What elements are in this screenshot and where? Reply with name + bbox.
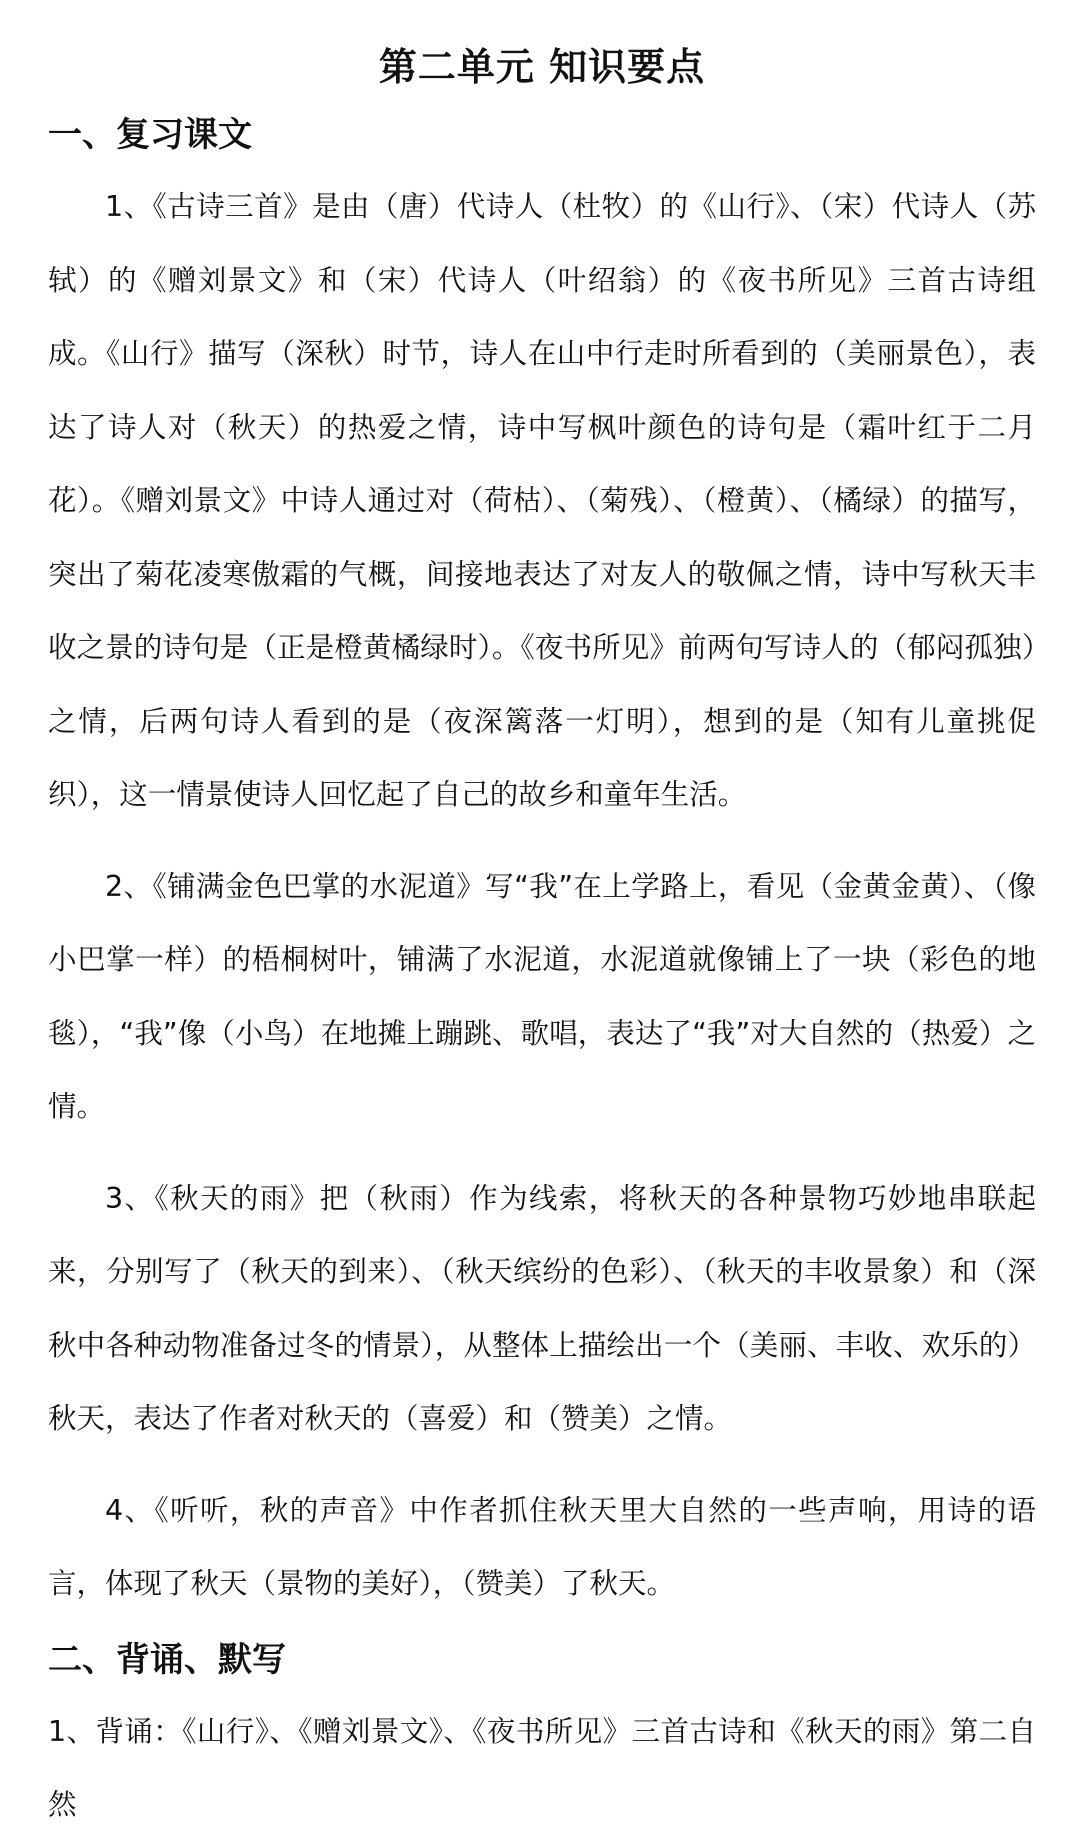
paragraph-listen-autumn-sound: 4、《听听，秋的声音》中作者抓住秋天里大自然的一些声响，用诗的语言，体现了秋天（景物的美好），（赞美）了秋天。 xyxy=(48,1493,1036,1600)
section-heading-review-texts: 一、复习课文 xyxy=(48,115,252,155)
document-title: 第二单元 知识要点 xyxy=(378,45,706,89)
paragraph-autumn-rain: 3、《秋天的雨》把（秋雨）作为线索，将秋天的各种景物巧妙地串联起来，分别写了（秋天的到来）、（秋天缤纷的色彩）、（秋天的丰收景象）和（深秋中各种动物准备过冬的情景），从整体上描绘出一个（美丽、丰收、欢乐的）秋天，表达了作者对秋天的（喜爱）和（赞美）之情。 xyxy=(48,1181,1036,1435)
paragraph-recite-list: 1、背诵：《山行》、《赠刘景文》、《夜书所见》三首古诗和《秋天的雨》第二自然 xyxy=(48,1714,1036,1821)
paragraph-ancient-poems: 1、《古诗三首》是由（唐）代诗人（杜牧）的《山行》、（宋）代诗人（苏轼）的《赠刘景文》和（宋）代诗人（叶绍翁）的《夜书所见》三首古诗组成。《山行》描写（深秋）时节，诗人在山中行走时所看到的（美丽景色），表达了诗人对（秋天）的热爱之情，诗中写枫叶颜色的诗句是（霜叶红于二月花）。《赠刘景文》中诗人通过对（荷枯）、（菊残）、（橙黄）、（橘绿）的描写，突出了菊花凌寒傲霜的气概，间接地表达了对友人的敬佩之情，诗中写秋天丰收之景的诗句是（正是橙黄橘绿时）。《夜书所见》前两句写诗人的（郁闷孤独）之情，后两句诗人看到的是（夜深篱落一灯明），想到的是（知有儿童挑促织），这一情景使诗人回忆起了自己的故乡和童年生活。 xyxy=(48,190,1036,811)
section-heading-recite-dictation: 二、背诵、默写 xyxy=(48,1639,286,1680)
paragraph-golden-palm-road: 2、《铺满金色巴掌的水泥道》写“我”在上学路上，看见（金黄金黄）、（像小巴掌一样）的梧桐树叶，铺满了水泥道，水泥道就像铺上了一块（彩色的地毯），“我”像（小鸟）在地摊上蹦跳、歌唱，表达了“我”对大自然的（热爱）之情。 xyxy=(48,869,1036,1123)
